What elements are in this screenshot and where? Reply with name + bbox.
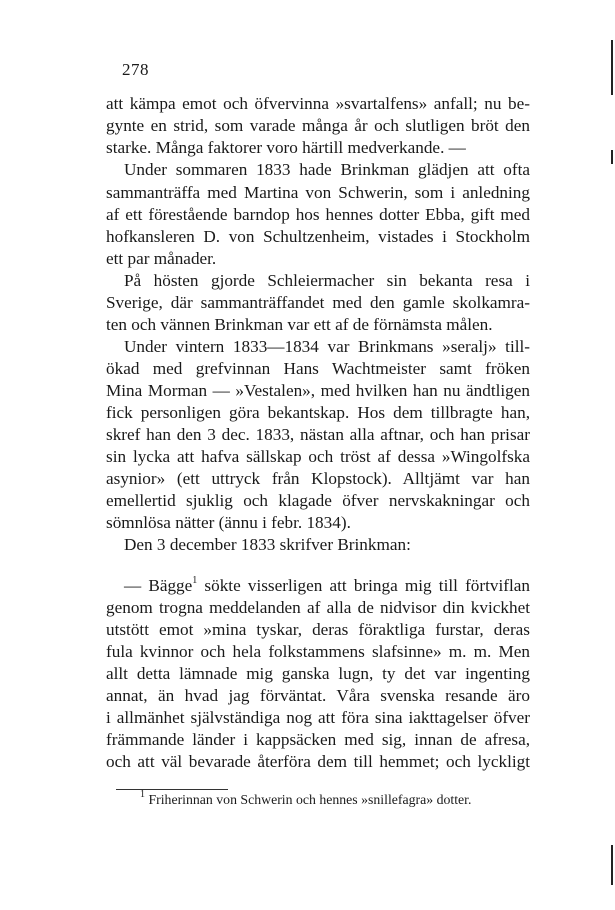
quote-line: och att väl bevarade återföra dem till hemmet; och lyckligt <box>106 752 530 771</box>
text-line: ökad med grefvinnan Hans Wachtmeister samt fröken <box>106 359 530 378</box>
quote-line: främmande länder i kappsäcken med sig, innan de afresa, <box>106 730 530 749</box>
quote-first-line <box>124 575 530 597</box>
quote-line: genom trogna meddelanden af alla de nidvisor din kvickhet <box>106 598 530 617</box>
text-line: emellertid sjuklig och klagade öfver nervskakningar och <box>106 491 530 510</box>
text-line: sömnlösa nätter (ännu i febr. 1834). <box>106 513 351 532</box>
footnote-ref: 1 <box>192 575 198 587</box>
footnote-mark: 1 <box>140 789 145 801</box>
text-line: skref han den 3 dec. 1833, nästan alla aftnar, och han prisar <box>106 425 530 444</box>
text-line: Under sommaren 1833 hade Brinkman glädjen att ofta <box>124 160 530 179</box>
page-number: 278 <box>122 60 149 79</box>
scan-edge-mark <box>611 150 613 164</box>
text-line: ett par månader. <box>106 249 217 268</box>
footnote <box>140 790 530 810</box>
text-line: sammanträffa med Martina von Schwerin, som i anledning <box>106 183 530 202</box>
quote-line: i allmänhet självständiga nog att föra sina iakttagelser öfver <box>106 708 530 727</box>
text-line: asynior» (ett uttryck från Klopstock). Alltjämt var han <box>106 469 530 488</box>
text-line: af ett förestående barndop hos hennes dotter Ebba, gift med <box>106 205 530 224</box>
scan-edge-mark <box>611 40 613 95</box>
text-line: sin lycka att hafva sällskap och tröst af dessa »Wingolfska <box>106 447 530 466</box>
quote-line: annat, än hvad jag förväntat. Våra svenska resande äro <box>106 686 530 705</box>
quote-line: fula kvinnor och hela folkstammens slafsinne» m. m. Men <box>106 642 530 661</box>
footnote-text: Friherinnan von Schwerin och hennes »snillefagra» dotter. <box>148 792 472 807</box>
quote-line: allt detta lämnade mig ganska lugn, ty det var ingenting <box>106 664 530 683</box>
text-line: starke. Många faktorer voro härtill medverkande. — <box>106 138 466 157</box>
text-line: hofkansleren D. von Schultzenheim, vistades i Stockholm <box>106 227 530 246</box>
text-line: På hösten gjorde Schleiermacher sin bekanta resa i <box>124 271 530 290</box>
text-line: att kämpa emot och öfvervinna »svartalfens» anfall; nu be- <box>106 94 530 113</box>
text-line: gynte en strid, som varade många år och slutligen bröt den <box>106 116 530 135</box>
quote-first-rest: sökte visserligen att bringa mig till förtviflan <box>197 576 530 595</box>
quote-start: — Bägge <box>124 576 193 595</box>
scan-edge-mark <box>611 845 613 885</box>
text-line: Mina Morman — »Vestalen», med hvilken han nu ändtligen <box>106 381 530 400</box>
text-line: fick personligen göra bekantskap. Hos dem tillbragte han, <box>106 403 530 422</box>
text-line: Sverige, där sammanträffandet med den gamle skolkamra- <box>106 293 530 312</box>
text-line: Under vintern 1833—1834 var Brinkmans »seralj» till- <box>124 337 530 356</box>
quote-line: utstött emot »mina tyskar, deras föraktliga furstar, deras <box>106 620 530 639</box>
text-line: Den 3 december 1833 skrifver Brinkman: <box>124 535 411 554</box>
text-line: ten och vännen Brinkman var ett af de förnämsta målen. <box>106 315 493 334</box>
